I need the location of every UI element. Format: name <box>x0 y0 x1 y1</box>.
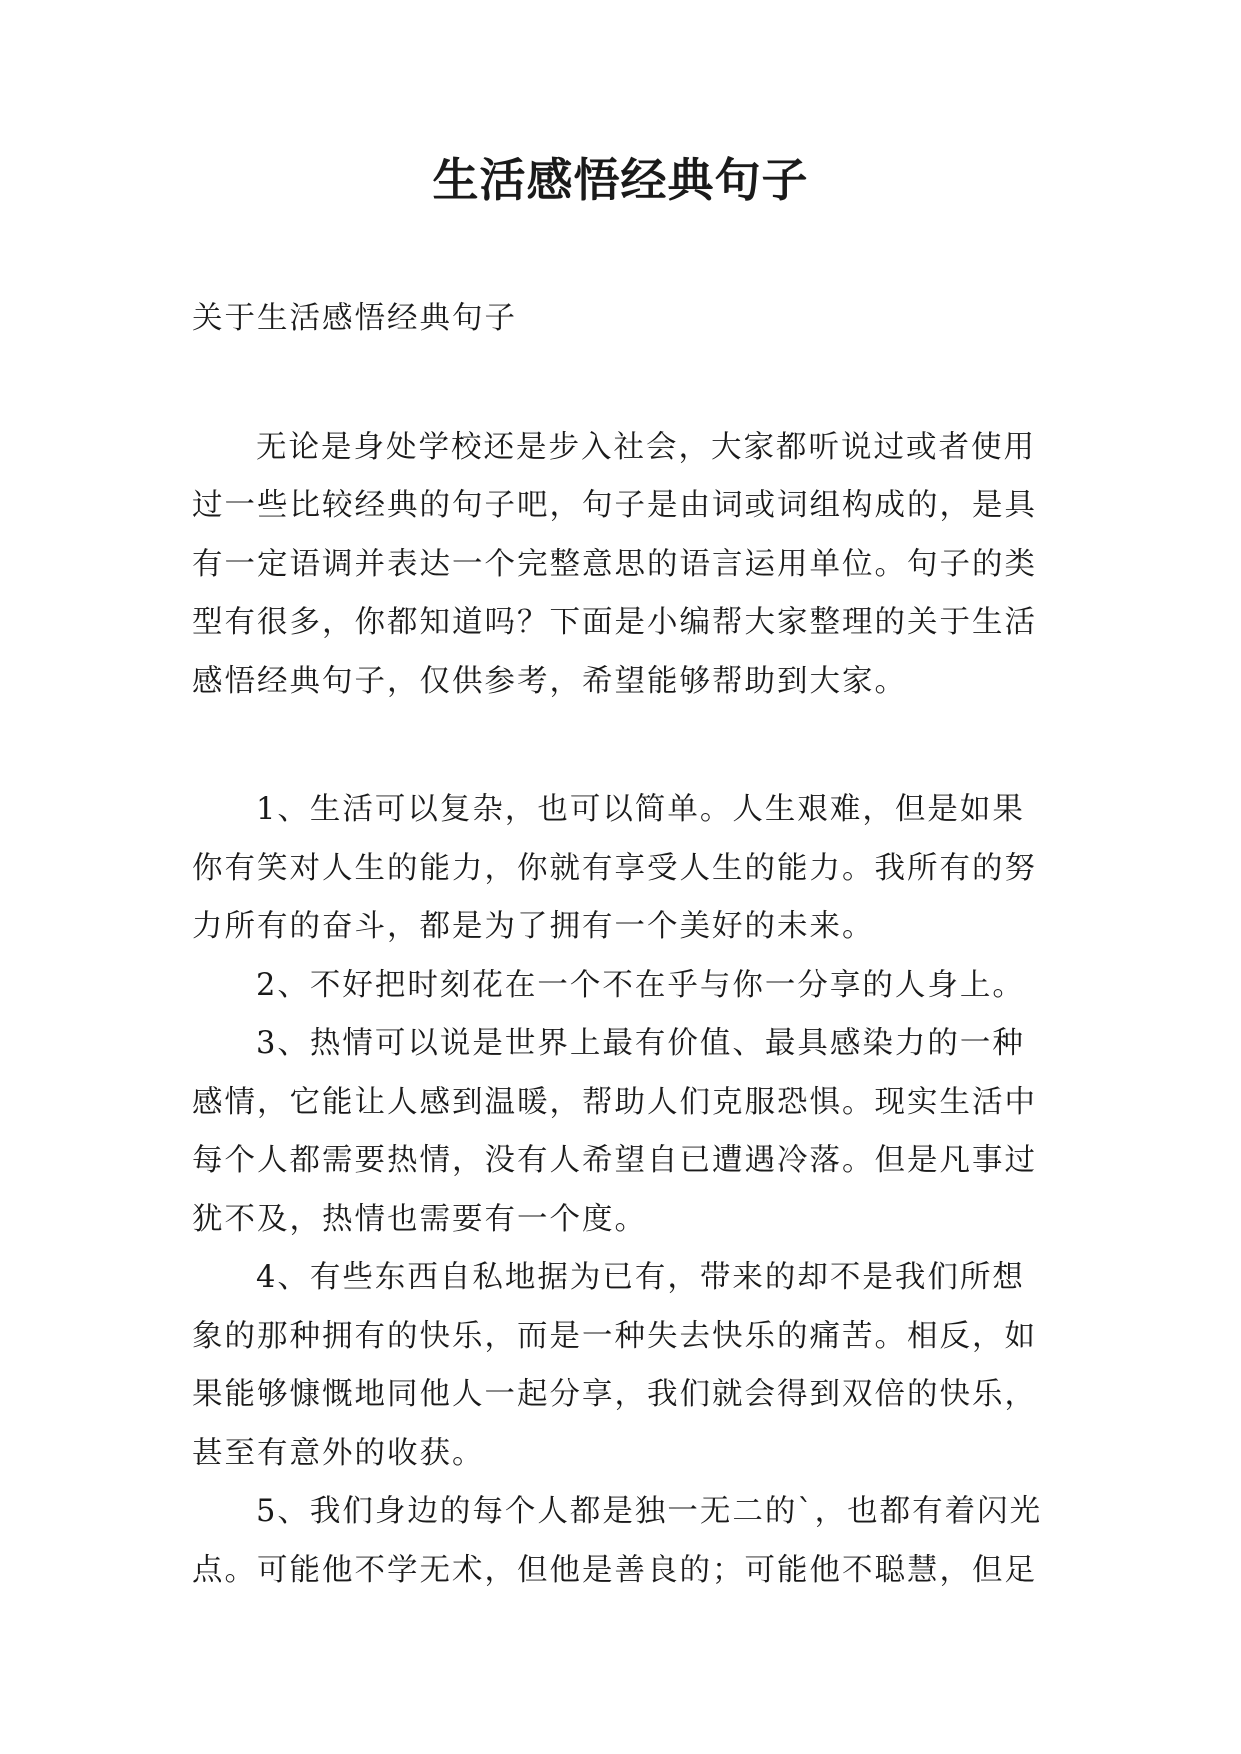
list-item: 3、热情可以说是世界上最有价值、最具感染力的一种感情，它能让人感到温暖，帮助人们克服恐惧。现实生活中每个人都需要热情，没有人希望自已遭遇冷落。但是凡事过犹不及，热情也需要有一个度。 <box>192 1026 1037 1237</box>
document-title: 生活感悟经典句子 <box>432 153 809 207</box>
list-item: 4、有些东西自私地据为已有，带来的却不是我们所想象的那种拥有的快乐，而是一种失去快乐的痛苦。相反，如果能够慷慨地同他人一起分享，我们就会得到双倍的快乐，甚至有意外的收获。 <box>192 1260 1037 1471</box>
list-item: 1、生活可以复杂，也可以简单。人生艰难，但是如果你有笑对人生的能力，你就有享受人生的能力。我所有的努力所有的奋斗，都是为了拥有一个美好的未来。 <box>192 792 1037 944</box>
document-subtitle: 关于生活感悟经典句子 <box>192 301 517 336</box>
list-item: 5、我们身边的每个人都是独一无二的`，也都有着闪光点。可能他不学无术，但他是善良的；可能他不聪慧，但足 <box>192 1494 1043 1588</box>
list-item: 2、不好把时刻花在一个不在乎与你一分享的人身上。 <box>256 967 1025 1003</box>
intro-paragraph: 无论是身处学校还是步入社会，大家都听说过或者使用过一些比较经典的句子吧，句子是由词或词组构成的，是具有一定语调并表达一个完整意思的语言运用单位。句子的类型有很多，你都知道吗？下面是小编帮大家整理的关于生活感悟经典句子，仅供参考，希望能够帮助到大家。 <box>192 429 1037 699</box>
document-body <box>192 290 1054 1600</box>
